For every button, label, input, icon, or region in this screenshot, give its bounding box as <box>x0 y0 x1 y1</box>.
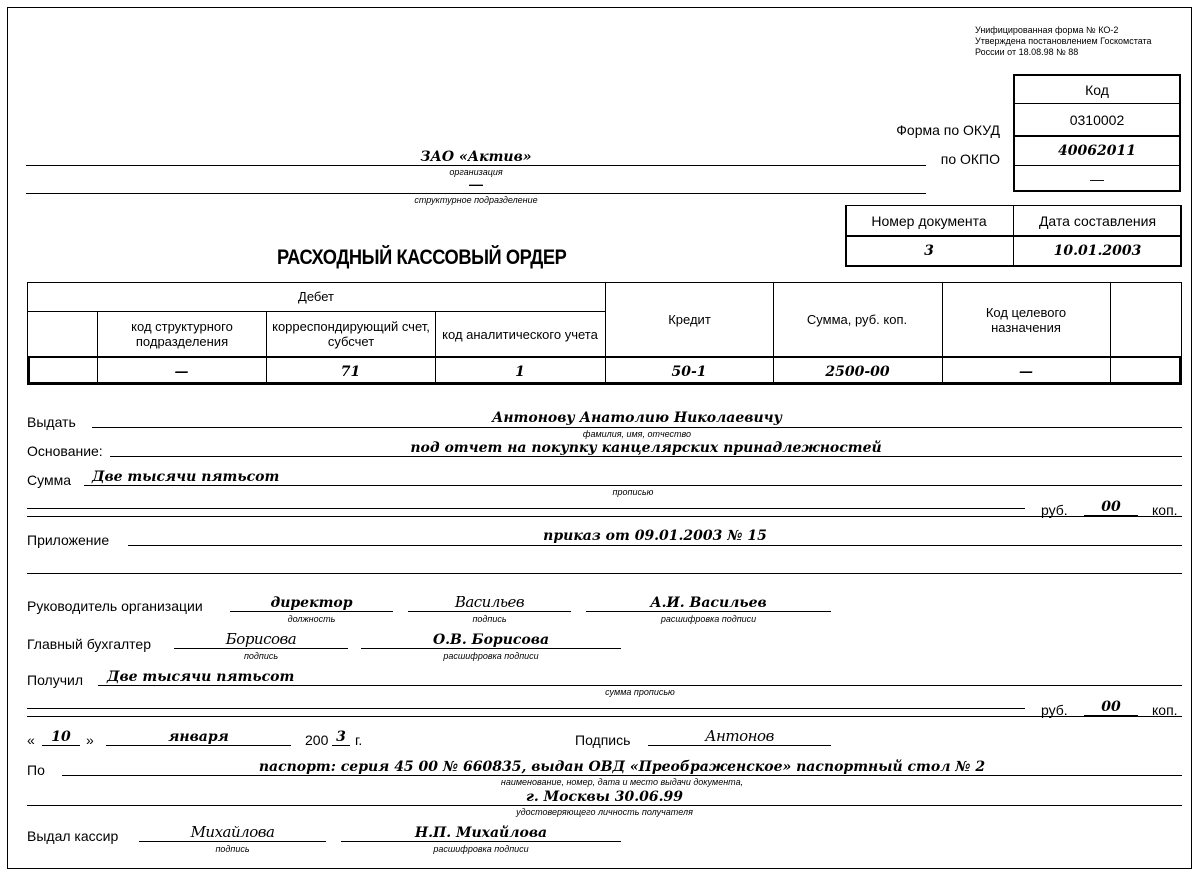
table-debit-underline <box>27 311 605 312</box>
okpo-value: 40062011 <box>1058 143 1136 159</box>
date-year-unit: г. <box>355 732 363 748</box>
head-position-caption: должность <box>287 614 336 624</box>
issue-label: Выдать <box>27 414 76 430</box>
okpo-label: по ОКПО <box>940 151 1000 167</box>
organization-line <box>26 165 926 166</box>
document-title: РАСХОДНЫЙ КАССОВЫЙ ОРДЕР <box>277 246 567 269</box>
form-info-line3: России от 18.08.98 № 88 <box>975 47 1079 57</box>
cashier-label: Выдал кассир <box>27 828 119 844</box>
form-info-line1: Унифицированная форма № КО-2 <box>975 25 1119 35</box>
head-position-line <box>230 611 393 612</box>
col-struct-header: код структурного подразделения <box>131 319 233 349</box>
cell-analytic: 1 <box>515 364 525 380</box>
head-signature-line <box>408 611 571 612</box>
amount-line-2 <box>27 508 1025 509</box>
date-year-line <box>332 745 350 746</box>
organization-caption: организация <box>449 167 503 177</box>
cashier-decoded-caption: расшифровка подписи <box>433 844 529 854</box>
date-open-quote: « <box>27 732 35 748</box>
amount-kop-label: коп. <box>1152 502 1178 518</box>
received-caption: сумма прописью <box>605 687 675 697</box>
amount-value: Две тысячи пятьсот <box>92 469 280 485</box>
codes-divider <box>1013 103 1181 104</box>
passport-line2-rule <box>27 805 1182 806</box>
codes-divider <box>1013 135 1181 137</box>
received-line-2b <box>27 716 1182 717</box>
col-sum-header: Сумма, руб. коп. <box>806 312 908 327</box>
codes-header: Код <box>1085 82 1109 98</box>
head-label: Руководитель организации <box>27 598 203 614</box>
accountant-signature-line <box>174 648 348 649</box>
issue-value: Антонову Анатолию Николаевичу <box>491 410 783 426</box>
date-month-line <box>106 745 291 746</box>
amount-caption: прописью <box>612 487 654 497</box>
doc-date-value: 10.01.2003 <box>1053 243 1142 259</box>
date-day: 10 <box>51 729 71 745</box>
passport-caption1: наименование, номер, дата и место выдачи документа, <box>500 777 744 787</box>
subdivision-caption: структурное подразделение <box>414 195 538 205</box>
debit-header: Дебет <box>298 289 334 304</box>
date-year-suffix: 3 <box>336 729 346 745</box>
okud-value: 0310002 <box>1069 112 1125 128</box>
passport-caption2: удостоверяющего личность получателя <box>516 807 693 817</box>
attachment-line-2 <box>27 573 1182 574</box>
subdivision-value: — <box>469 176 483 192</box>
issue-line <box>92 427 1182 428</box>
col-credit-header: Кредит <box>668 312 711 327</box>
date-month: января <box>168 729 229 745</box>
received-label: Получил <box>27 672 83 688</box>
attachment-value: приказ от 09.01.2003 № 15 <box>543 528 767 544</box>
col-analytic-header: код аналитического учета <box>442 326 598 342</box>
cashier-signature-caption: подпись <box>215 844 250 854</box>
subdivision-line <box>26 193 926 194</box>
form-info-line2: Утверждена постановлением Госкомстата <box>975 36 1152 46</box>
received-rub-label: руб. <box>1041 702 1068 718</box>
okud-label: Форма по ОКУД <box>896 122 1000 138</box>
cell-purpose: — <box>1019 364 1033 380</box>
amount-label: Сумма <box>27 472 71 488</box>
head-position: директор <box>270 595 353 611</box>
received-kop-label: коп. <box>1152 702 1178 718</box>
cell-credit: 50-1 <box>671 364 707 380</box>
passport-label: По <box>27 762 45 778</box>
accountant-label: Главный бухгалтер <box>27 636 151 652</box>
cell-corr: 71 <box>340 364 361 380</box>
subdiv-code-value: — <box>1090 171 1104 187</box>
received-line-2 <box>27 708 1025 709</box>
head-decoded: А.И. Васильев <box>650 595 767 611</box>
received-line <box>98 685 1182 686</box>
table-col-divider <box>1110 282 1111 385</box>
accountant-decoded: О.В. Борисова <box>432 632 550 648</box>
recipient-signature: Антонов <box>705 727 774 745</box>
cashier-decoded: Н.П. Михайлова <box>414 825 548 841</box>
cell-sum: 2500-00 <box>825 364 890 380</box>
amount-kop-line <box>1084 515 1138 516</box>
organization-name: ЗАО «Актив» <box>420 149 532 165</box>
basis-value: под отчет на покупку канцелярских принадлежностей <box>410 440 882 456</box>
issue-caption: фамилия, имя, отчество <box>582 429 692 439</box>
passport-line1: паспорт: серия 45 00 № 660835, выдан ОВД «Преображенское» паспортный стол № 2 <box>258 759 986 775</box>
head-decoded-caption: расшифровка подписи <box>660 614 757 624</box>
cashier-signature-line <box>139 841 326 842</box>
amount-kop-value: 00 <box>1101 499 1121 515</box>
col-purpose-header: Код целевого назначения <box>985 304 1067 335</box>
attachment-label: Приложение <box>27 532 110 548</box>
date-close-quote: » <box>86 732 94 748</box>
amount-rub-label: руб. <box>1041 502 1068 518</box>
head-decoded-line <box>586 611 831 612</box>
received-kop-value: 00 <box>1101 699 1121 715</box>
cashier-signature: Михайлова <box>190 823 275 841</box>
attachment-line <box>128 545 1182 546</box>
accountant-decoded-line <box>361 648 621 649</box>
accountant-decoded-caption: расшифровка подписи <box>443 651 539 661</box>
accountant-signature: Борисова <box>225 630 297 648</box>
amount-line <box>84 485 1182 486</box>
doc-date-label: Дата составления <box>1038 213 1157 229</box>
received-value: Две тысячи пятьсот <box>107 669 295 685</box>
head-signature-caption: подпись <box>472 614 507 624</box>
passport-line2: г. Москвы 30.06.99 <box>526 789 683 805</box>
date-year-prefix: 200 <box>305 732 329 748</box>
passport-line1-rule <box>62 775 1182 776</box>
form-info <box>975 25 1152 58</box>
accountant-signature-caption: подпись <box>243 651 279 661</box>
amount-line-2b <box>27 516 1182 517</box>
received-kop-line <box>1084 715 1138 716</box>
recipient-signature-line <box>648 745 831 746</box>
cashier-decoded-line <box>341 841 621 842</box>
basis-label: Основание: <box>27 443 103 459</box>
head-signature: Васильев <box>454 593 525 611</box>
codes-divider <box>1013 165 1181 166</box>
recipient-signature-label: Подпись <box>575 732 631 748</box>
col-corr-header: корреспондирующий счет, субсчет <box>272 319 430 349</box>
doc-number-value: 3 <box>924 243 934 259</box>
doc-number-label: Номер документа <box>871 213 987 229</box>
basis-line <box>110 456 1182 457</box>
cell-struct: — <box>174 364 189 380</box>
date-day-line <box>42 745 80 746</box>
